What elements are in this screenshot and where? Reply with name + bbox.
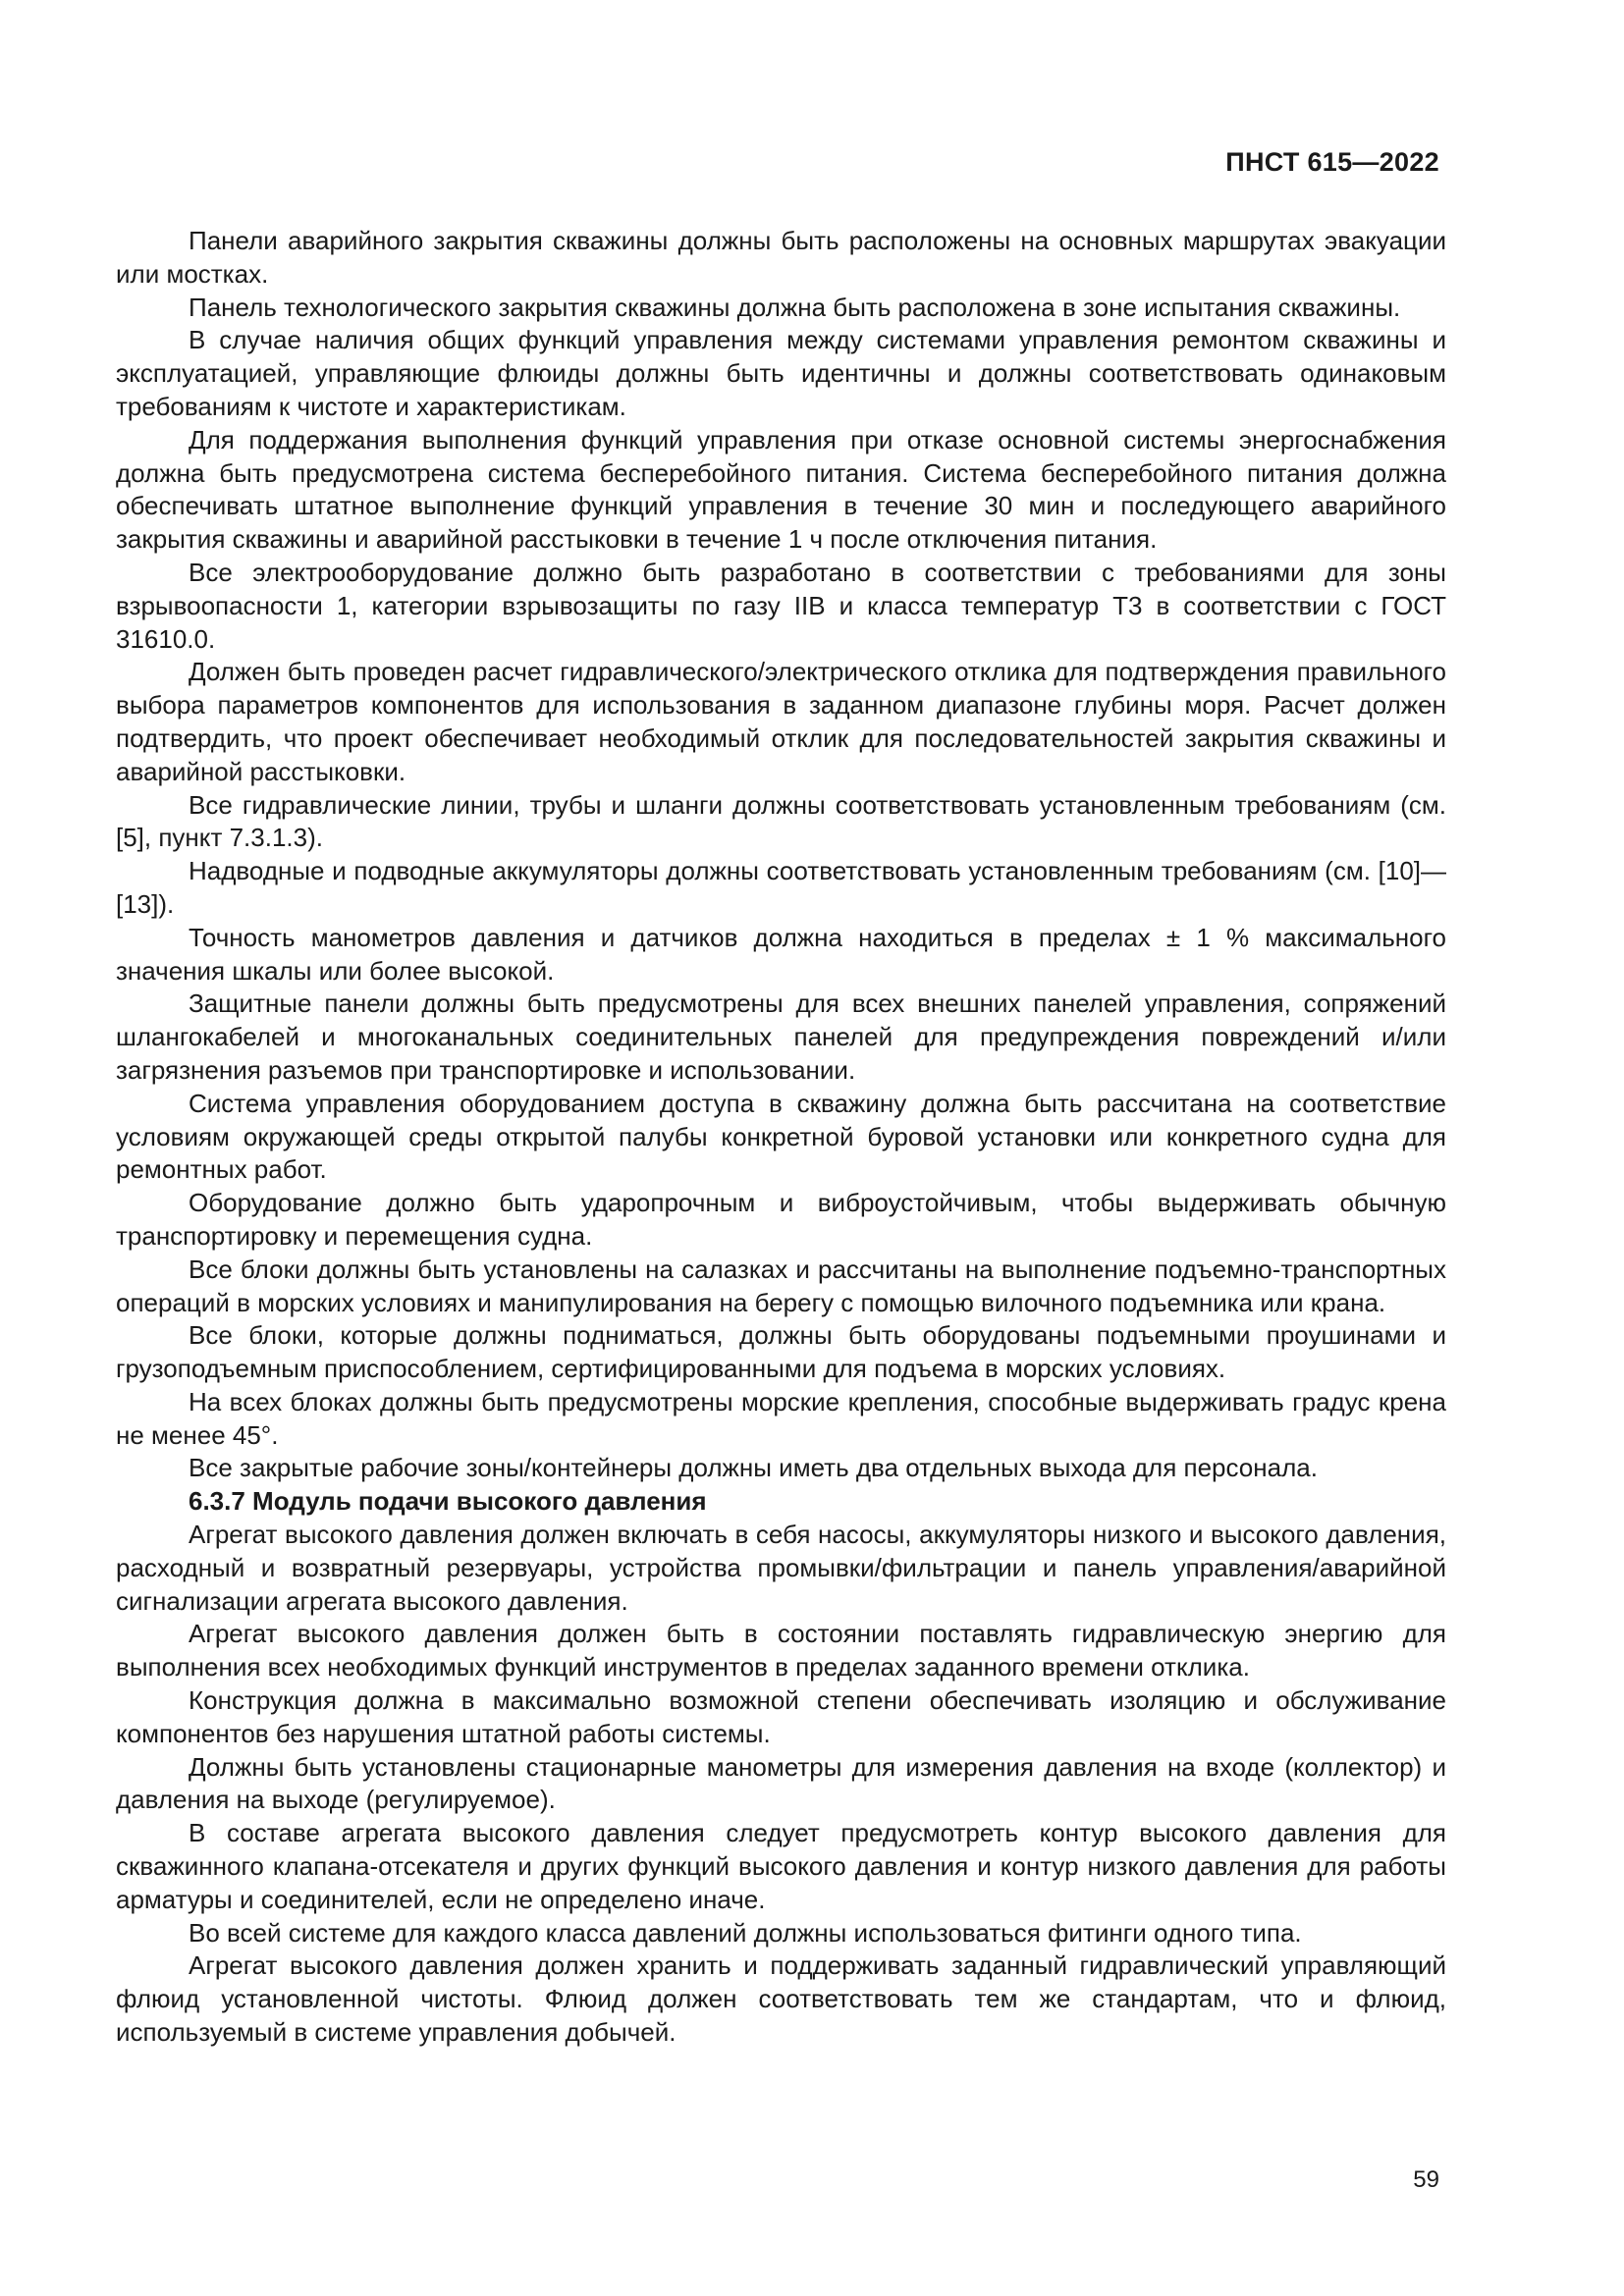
document-body (116, 225, 1446, 2050)
paragraph: Надводные и подводные аккумуляторы должны соответствовать установленным требованиям (см. [10]—[13]). (116, 856, 1446, 919)
paragraph: Агрегат высокого давления должен быть в состоянии поставлять гидравлическую энергию для выполнения всех необходимых функций инструментов в пределах заданного времени отклика. (116, 1619, 1446, 1682)
paragraph: Панель технологического закрытия скважины должна быть расположена в зоне испытания скважины. (189, 292, 1401, 322)
paragraph: В случае наличия общих функций управления между системами управления ремонтом скважины и эксплуатацией, управляющие флюиды должны быть идентичны и должны соответствовать одинаковым требованиям к чистоте и характеристикам. (116, 325, 1446, 421)
paragraph: Агрегат высокого давления должен хранить и поддерживать заданный гидравлический управляющий флюид установленной чистоты. Флюид должен соответствовать тем же стандартам, что и флюид, используемый в системе управления добычей. (116, 1950, 1446, 2048)
paragraph: Должны быть установлены стационарные манометры для измерения давления на входе (коллектор) и давления на выходе (регулируемое). (116, 1751, 1446, 1815)
paragraph: Все гидравлические линии, трубы и шланги должны соответствовать установленным требованиям (см. [5], пункт 7.3.1.3). (116, 789, 1446, 853)
paragraph: Точность манометров давления и датчиков должна находиться в пределах ± 1 % максимального значения шкалы или более высокой. (116, 922, 1446, 986)
paragraph: Система управления оборудованием доступа в скважину должна быть рассчитана на соответствие условиям окружающей среды открытой палубы конкретной буровой установки или конкретного судна для ремонтных работ. (116, 1088, 1446, 1185)
paragraph: Все блоки должны быть установлены на салазках и рассчитаны на выполнение подъемно-транспортных операций в морских условиях и манипулирования на берегу с помощью вилочного подъемника или крана. (116, 1254, 1446, 1317)
paragraph: Защитные панели должны быть предусмотрены для всех внешних панелей управления, сопряжений шлангокабелей и многоканальных соединительных панелей для предупреждения повреждений и/или загрязнения разъемов при транспортировке и использовании. (116, 988, 1446, 1085)
paragraph: Агрегат высокого давления должен включать в себя насосы, аккумуляторы низкого и высокого давления, расходный и возвратный резервуары, устройства промывки/фильтрации и панель управления/аварийной сигнализации агрегата высокого давления. (116, 1520, 1446, 1616)
paragraph: Должен быть проведен расчет гидравлического/электрического отклика для подтверждения правильного выбора параметров компонентов для использования в заданном диапазоне глубины моря. Расчет должен подтвердить, что проект обеспечивает необходимый отклик для последовательностей закрытия скважины и аварийной расстыковки. (116, 657, 1446, 786)
paragraph: Панели аварийного закрытия скважины должны быть расположены на основных маршрутах эвакуации или мостках. (116, 226, 1446, 289)
paragraph: Конструкция должна в максимально возможной степени обеспечивать изоляцию и обслуживание компонентов без нарушения штатной работы системы. (116, 1685, 1446, 1748)
section-heading: 6.3.7 Модуль подачи высокого давления (189, 1486, 707, 1517)
paragraph: Оборудование должно быть ударопрочным и виброустойчивым, чтобы выдерживать обычную транспортировку и перемещения судна. (116, 1188, 1446, 1251)
paragraph: Все закрытые рабочие зоны/контейнеры должны иметь два отдельных выхода для персонала. (189, 1453, 1318, 1483)
paragraph: Во всей системе для каждого класса давлений должны использоваться фитинги одного типа. (189, 1917, 1302, 1948)
paragraph: На всех блоках должны быть предусмотрены морские крепления, способные выдерживать градус крена не менее 45°. (116, 1386, 1446, 1450)
paragraph: Для поддержания выполнения функций управления при отказе основной системы энергоснабжения должна быть предусмотрена система бесперебойного питания. Система бесперебойного питания должна обеспечивать штатное выполнение функций управления в течение 30 мин и последующего аварийного закрытия скважины и аварийной расстыковки в течение 1 ч после отключения питания. (116, 424, 1446, 555)
paragraph: В составе агрегата высокого давления следует предусмотреть контур высокого давления для скважинного клапана-отсекателя и других функций высокого давления и контур низкого давления для работы арматуры и соединителей, если не определено иначе. (116, 1818, 1446, 1914)
page-number: 59 (1413, 2166, 1439, 2193)
paragraph: Все блоки, которые должны подниматься, должны быть оборудованы подъемными проушинами и грузоподъемным приспособлением, сертифицированными для подъема в морских условиях. (116, 1320, 1446, 1384)
document-code: ПНСТ 615—2022 (1225, 147, 1439, 177)
paragraph: Все электрооборудование должно быть разработано в соответствии с требованиями для зоны взрывоопасности 1, категории взрывозащиты по газу IIB и класса температур Т3 в соответствии с ГОСТ 31610.0. (116, 557, 1446, 654)
